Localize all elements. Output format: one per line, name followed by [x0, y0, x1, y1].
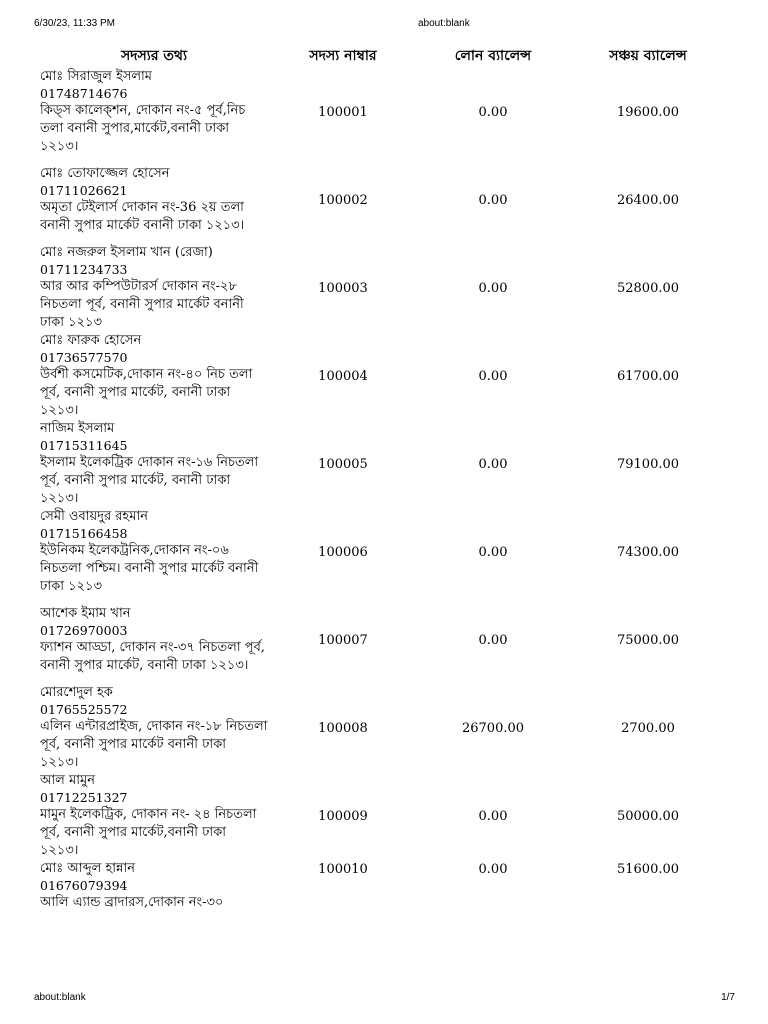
member-number: 100008	[318, 720, 368, 736]
member-info-cell	[40, 596, 268, 684]
member-phone: 01765525572	[40, 702, 128, 717]
member-address: আলি এ্যান্ড ব্রাদারস,দোকান নং-৩০	[40, 895, 224, 910]
loan-balance: 26700.00	[461, 720, 525, 736]
table-row	[40, 860, 728, 950]
member-address: মামুন ইলেকট্রিক, দোকান নং- ২৪ নিচতলা পূর্ব, বনানী সুপার মার্কেট,বনানী ঢাকা ১২১৩।	[40, 807, 257, 858]
member-name: মোঃ সিরাজুল ইসলাম	[40, 69, 153, 84]
savings-balance: 51600.00	[616, 862, 680, 877]
loan-balance: 0.00	[478, 862, 508, 877]
member-phone: 01726970003	[40, 623, 128, 638]
column-header-savings-balance: সঞ্চয় ব্যালেন্স	[609, 48, 687, 64]
table-row	[40, 68, 728, 156]
member-phone: 01676079394	[40, 878, 128, 893]
member-address: উর্বশী কসমেটিক,দোকান নং-৪০ নিচ তলা পূর্ব, বনানী সুপার মার্কেট, বনানী ঢাকা ১২১৩।	[40, 367, 253, 418]
member-name: নাজিম ইসলাম	[40, 421, 115, 436]
table-row	[40, 772, 728, 860]
member-info-cell	[40, 244, 268, 332]
savings-balance: 61700.00	[616, 368, 680, 384]
member-phone: 01711234733	[40, 262, 128, 277]
member-address: অমৃতা টেইলার্স দোকান নং-36 ২য় তলা বনানী সুপার মার্কেট বনানী ঢাকা ১২১৩।	[40, 200, 245, 233]
savings-balance: 26400.00	[616, 192, 680, 208]
print-footer-url: about:blank	[34, 992, 86, 1003]
member-address: ফ্যাশন আড্ডা, দোকান নং-৩৭ নিচতলা পূর্ব, বনানী সুপার মার্কেট, বনানী ঢাকা ১২১৩।	[40, 640, 265, 673]
member-phone: 01748714676	[40, 86, 128, 101]
savings-balance: 75000.00	[616, 632, 680, 648]
savings-balance: 74300.00	[616, 544, 680, 560]
loan-balance: 0.00	[478, 632, 508, 648]
loan-balance: 0.00	[478, 192, 508, 208]
member-number: 100006	[318, 544, 368, 560]
member-address: কিড্স কালেক্শন, দোকান নং-৫ পূর্ব,নিচ তলা বনানী সুপার,মার্কেট,বনানী ঢাকা ১২১৩।	[40, 103, 246, 154]
loan-balance: 0.00	[478, 280, 508, 296]
loan-balance: 0.00	[478, 368, 508, 384]
member-number: 100009	[318, 808, 368, 824]
print-header	[0, 18, 768, 32]
member-name: মোঃ আব্দুল হান্নান	[40, 861, 135, 876]
loan-balance: 0.00	[478, 544, 508, 560]
member-number: 100003	[318, 280, 368, 296]
column-header-member-number: সদস্য নাম্বার	[309, 48, 377, 64]
members-table	[40, 44, 728, 950]
member-number: 100007	[318, 632, 368, 648]
member-phone: 01715311645	[40, 438, 128, 453]
member-name: মোঃ ফারুক হোসেন	[40, 333, 142, 348]
member-info-cell	[40, 684, 268, 772]
member-number: 100004	[318, 368, 368, 384]
print-title: about:blank	[418, 18, 470, 29]
savings-balance: 50000.00	[616, 808, 680, 824]
member-info-cell	[40, 508, 268, 596]
member-phone: 01736577570	[40, 350, 128, 365]
member-info-cell	[40, 860, 268, 950]
table-header-row	[40, 44, 728, 68]
print-footer	[0, 992, 768, 1006]
loan-balance: 0.00	[478, 808, 508, 824]
table-row	[40, 596, 728, 684]
member-address: ইউনিকম ইলেকট্রনিক,দোকান নং-০৬ নিচতলা পশ্চিম। বনানী সুপার মার্কেট বনানী ঢাকা ১২১৩	[40, 543, 259, 594]
table-row	[40, 420, 728, 508]
table-row	[40, 244, 728, 332]
member-name: মোঃ তোফাজ্জেল হোসেন	[40, 166, 170, 181]
print-datetime: 6/30/23, 11:33 PM	[34, 18, 115, 29]
column-header-member-info: সদস্যর তথ্য	[120, 48, 188, 64]
loan-balance: 0.00	[478, 104, 508, 120]
member-phone: 01711026621	[40, 183, 128, 198]
member-info-cell	[40, 332, 268, 420]
member-name: মোঃ নজরুল ইসলাম খান (রেজা)	[40, 245, 213, 260]
member-number: 100010	[318, 862, 368, 877]
member-phone: 01712251327	[40, 790, 128, 805]
savings-balance: 79100.00	[616, 456, 680, 472]
member-address: ইসলাম ইলেকট্রিক দোকান নং-১৬ নিচতলা পূর্ব, বনানী সুপার মার্কেট, বনানী ঢাকা ১২১৩।	[40, 455, 259, 506]
member-phone: 01715166458	[40, 526, 128, 541]
page-number: 1/7	[721, 992, 735, 1003]
loan-balance: 0.00	[478, 456, 508, 472]
member-number: 100002	[318, 192, 368, 208]
member-name: মোরশেদুল হক	[40, 685, 113, 700]
table-row	[40, 156, 728, 244]
member-name: আশেক ইমাম খান	[40, 606, 131, 621]
member-address: আর আর কম্পিউটারর্স দোকান নং-২৮ নিচতলা পূর্ব, বনানী সুপার মার্কেট বনানী ঢাকা ১২১৩	[40, 279, 244, 330]
table-row	[40, 508, 728, 596]
table-row	[40, 684, 728, 772]
savings-balance: 19600.00	[616, 104, 680, 120]
member-info-cell	[40, 68, 268, 156]
member-info-cell	[40, 420, 268, 508]
column-header-loan-balance: লোন ব্যালেন্স	[454, 48, 532, 64]
member-info-cell	[40, 772, 268, 860]
member-number: 100005	[318, 456, 368, 472]
member-name: আল মামুন	[40, 773, 95, 788]
member-address: এলিন এন্টারপ্রাইজ, দোকান নং-১৮ নিচতলা পূর্ব, বনানী সুপার মার্কেট বনানী ঢাকা ১২১৩।	[40, 719, 268, 770]
member-name: সেমী ওবায়দুর রহমান	[40, 509, 149, 524]
savings-balance: 2700.00	[621, 720, 675, 736]
member-number: 100001	[318, 104, 368, 120]
member-info-cell	[40, 156, 268, 244]
table-row	[40, 332, 728, 420]
savings-balance: 52800.00	[616, 280, 680, 296]
